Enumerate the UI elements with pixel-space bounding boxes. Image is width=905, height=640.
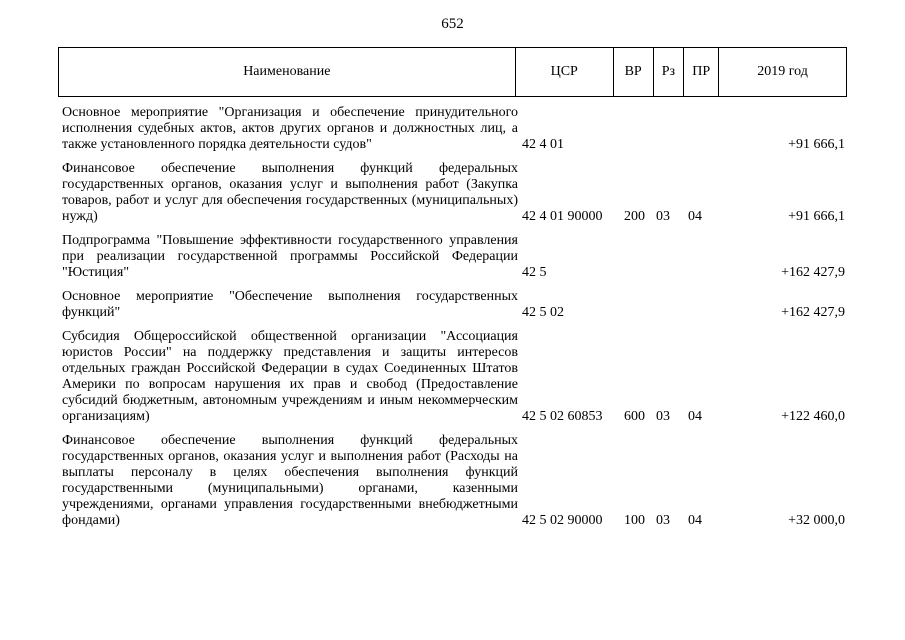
row-name: Подпрограмма "Повышение эффективности государственного управления при реализации государственной программы Российской Федерации "Юстиция" (62, 233, 518, 280)
row-csr: 42 4 01 90000 (522, 209, 603, 224)
row-name: Финансовое обеспечение выполнения функций федеральных государственных органов, оказания услуг и выполнения работ (Закупка товаров, работ и услуг для обеспечения государственных (муниципальных) нужд) (62, 161, 518, 224)
row-pr: 04 (688, 209, 702, 224)
row-amount: +91 666,1 (788, 209, 845, 224)
table-row (62, 161, 852, 225)
table-row (62, 289, 852, 321)
row-csr: 42 4 01 (522, 137, 564, 152)
header-pr: ПР (684, 48, 719, 97)
row-rz: 03 (656, 513, 670, 528)
header-vr: ВР (613, 48, 653, 97)
row-amount: +91 666,1 (788, 137, 845, 152)
row-rz: 03 (656, 409, 670, 424)
row-amount: +162 427,9 (781, 265, 845, 280)
table-header (58, 47, 847, 97)
header-csr: ЦСР (515, 48, 613, 97)
row-name: Основное мероприятие "Организация и обеспечение принудительного исполнения судебных актов, актов других органов и должностных лиц, а также установленного порядка деятельности судов" (62, 105, 518, 152)
row-pr: 04 (688, 513, 702, 528)
row-name: Финансовое обеспечение выполнения функций федеральных государственных органов, оказания услуг и выполнения работ (Расходы на выплаты персоналу в целях обеспечения выполнения функций государственными (муниципальными) органами, казенными учреждениями, органами управления государственными внебюджетными фондами) (62, 433, 518, 528)
row-amount: +122 460,0 (781, 409, 845, 424)
row-vr: 600 (624, 409, 645, 424)
table-body (62, 105, 852, 537)
header-rz: Рз (653, 48, 684, 97)
row-rz: 03 (656, 209, 670, 224)
row-vr: 200 (624, 209, 645, 224)
table-row (62, 105, 852, 153)
row-amount: +32 000,0 (788, 513, 845, 528)
row-csr: 42 5 02 90000 (522, 513, 603, 528)
row-pr: 04 (688, 409, 702, 424)
row-vr: 100 (624, 513, 645, 528)
table-row (62, 329, 852, 425)
table-row (62, 233, 852, 281)
header-name: Наименование (59, 48, 516, 97)
row-csr: 42 5 (522, 265, 547, 280)
page-number: 652 (441, 16, 464, 32)
row-name: Основное мероприятие "Обеспечение выполнения государственных функций" (62, 289, 518, 320)
row-amount: +162 427,9 (781, 305, 845, 320)
row-csr: 42 5 02 (522, 305, 564, 320)
table-row (62, 433, 852, 529)
row-name: Субсидия Общероссийской общественной организации "Ассоциация юристов России" на поддержку представления и защиты интересов отдельных граждан Российской Федерации в судах Соединенных Штатов Америки по вопросам нарушения их прав и свобод (Предоставление субсидий бюджетным, автономным учреждениям и иным некоммерческим организациям) (62, 329, 518, 424)
header-year: 2019 год (719, 48, 847, 97)
row-csr: 42 5 02 60853 (522, 409, 603, 424)
